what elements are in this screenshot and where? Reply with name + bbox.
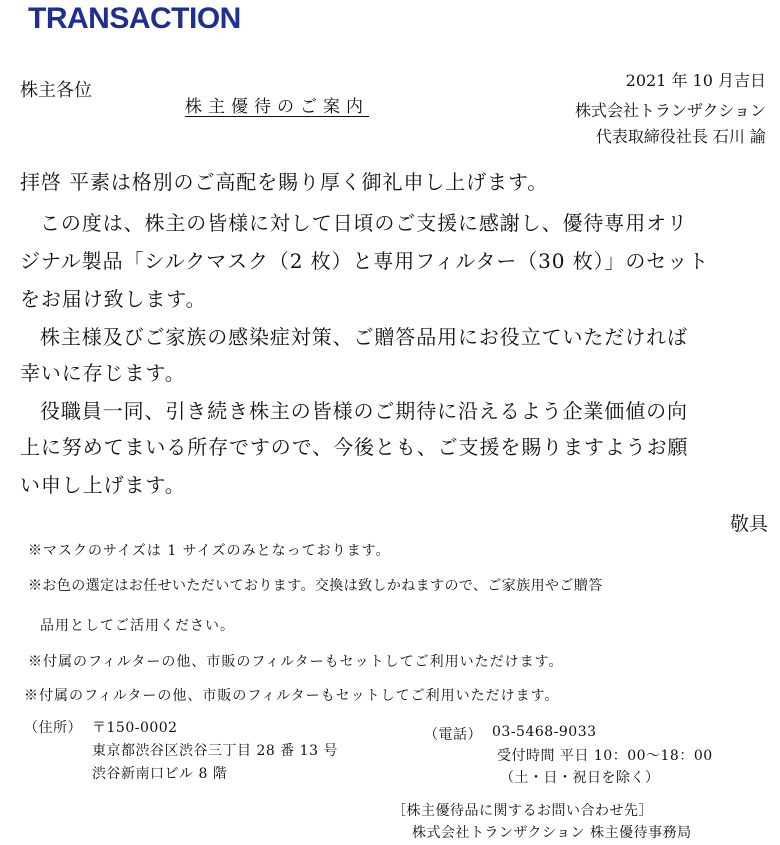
note-item: ※お色の選定はお任せいただいております。交換は致しかねますので、ご家族用やご贈答	[28, 578, 603, 594]
closed-days: （土・日・祝日を除く）	[500, 770, 660, 786]
note-item: ※付属のフィルターの他、市販のフィルターもセットしてご利用いただけます。	[28, 654, 564, 670]
note-item: 品用としてご活用ください。	[40, 618, 235, 634]
inquiry-office: 株式会社トランザクション 株主優待事務局	[412, 825, 692, 841]
address-line: 東京都渋谷区渋谷三丁目 28 番 13 号	[92, 743, 338, 759]
body-line: 拝啓 平素は格別のご高配を賜り厚く御礼申し上げます。	[20, 170, 549, 194]
sender-company: 株式会社トランザクション	[574, 101, 766, 120]
issue-date: 2021 年 10 月吉日	[625, 71, 766, 90]
company-logo: TRANSACTION	[28, 2, 241, 35]
note-item: ※付属のフィルターの他、市販のフィルターもセットしてご利用いただけます。	[24, 688, 560, 704]
address-label: （住所）	[24, 720, 82, 736]
phone-number: 03-5468-9033	[492, 724, 597, 740]
postal-code: 〒150-0002	[92, 720, 178, 736]
phone-label: （電話）	[424, 727, 482, 743]
note-item: ※マスクのサイズは 1 サイズのみとなっております。	[28, 543, 391, 559]
body-line: 幸いに存じます。	[20, 361, 186, 385]
address-line: 渋谷新南口ビル 8 階	[92, 766, 228, 782]
body-line: をお届け致します。	[20, 287, 207, 311]
body-line: 上に努めてまいる所存ですので、今後とも、ご支援を賜りますようお願	[20, 435, 689, 459]
addressee: 株主各位	[20, 80, 92, 101]
inquiry-heading: ［株主優待品に関するお問い合わせ先］	[392, 803, 653, 819]
body-line: この度は、株主の皆様に対して日頃のご支援に感謝し、優待専用オリ	[40, 211, 688, 235]
closing-word: 敬具	[729, 513, 768, 535]
sender-ceo: 代表取締役社長 石川 諭	[595, 127, 766, 146]
body-line: い申し上げます。	[20, 473, 186, 497]
document-title: 株主優待のご案内	[185, 97, 369, 117]
body-line: 株主様及びご家族の感染症対策、ご贈答品用にお役立ていただければ	[40, 325, 688, 349]
body-line: ジナル製品「シルクマスク（2 枚）と専用フィルター（30 枚）」のセット	[20, 249, 709, 273]
body-line: 役職員一同、引き続き株主の皆様のご期待に沿えるよう企業価値の向	[40, 399, 688, 423]
business-hours: 受付時間 平日 10：00～18：00	[497, 748, 713, 764]
